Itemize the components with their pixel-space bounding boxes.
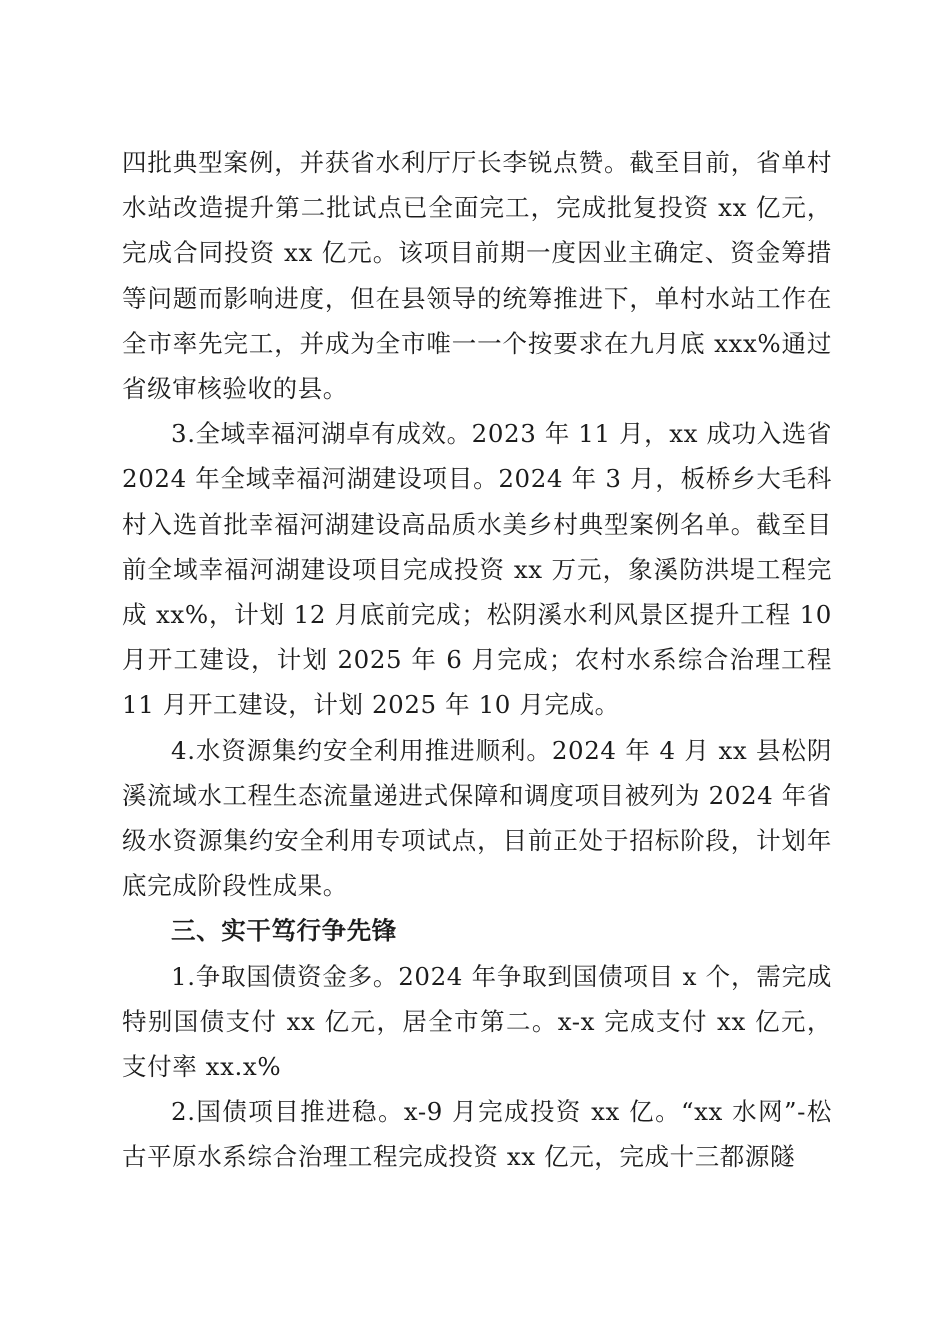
paragraph-item-2-treasury-projects: 2.国债项目推进稳。x-9 月完成投资 xx 亿。“xx 水网”-松古平原水系综合治理工程完成投资 xx 亿元，完成十三都源隧 [122, 1097, 832, 1172]
paragraph-item-1-treasury-funds: 1.争取国债资金多。2024 年争取到国债项目 x 个，需完成特别国债支付 xx 亿元，居全市第二。x-x 完成支付 xx 亿元，支付率 xx.x% [122, 961, 832, 1082]
paragraph-item-4-water-resources: 4.水资源集约安全利用推进顺利。2024 年 4 月 xx 县松阴溪流域水工程生态流量递进式保障和调度项目被列为 2024 年省级水资源集约安全利用专项试点，目前正处于招标阶段，计划年底完成阶段性成果。 [122, 735, 832, 901]
document-body [122, 140, 832, 1180]
section-heading-3: 三、实干笃行争先锋 [171, 916, 397, 946]
paragraph-continuation: 四批典型案例，并获省水利厅厅长李锐点赞。截至目前，省单村水站改造提升第二批试点已全面完工，完成批复投资 xx 亿元，完成合同投资 xx 亿元。该项目前期一度因业主确定、资金筹措等问题而影响进度，但在县领导的统筹推进下，单村水站工作在全市率先完工，并成为全市唯一一个按要求在九月底 xxx%通过省级审核验收的县。 [122, 148, 832, 404]
paragraph-item-3-happy-rivers: 3.全域幸福河湖卓有成效。2023 年 11 月，xx 成功入选省 2024 年全域幸福河湖建设项目。2024 年 3 月，板桥乡大毛科村入选首批幸福河湖建设高品质水美乡村典型案例名单。截至目前全域幸福河湖建设项目完成投资 xx 万元，象溪防洪堤工程完成 xx%，计划 12 月底前完成；松阴溪水利风景区提升工程 10 月开工建设，计划 2025 年 6 月完成；农村水系综合治理工程 11 月开工建设，计划 2025 年 10 月完成。 [122, 419, 832, 720]
